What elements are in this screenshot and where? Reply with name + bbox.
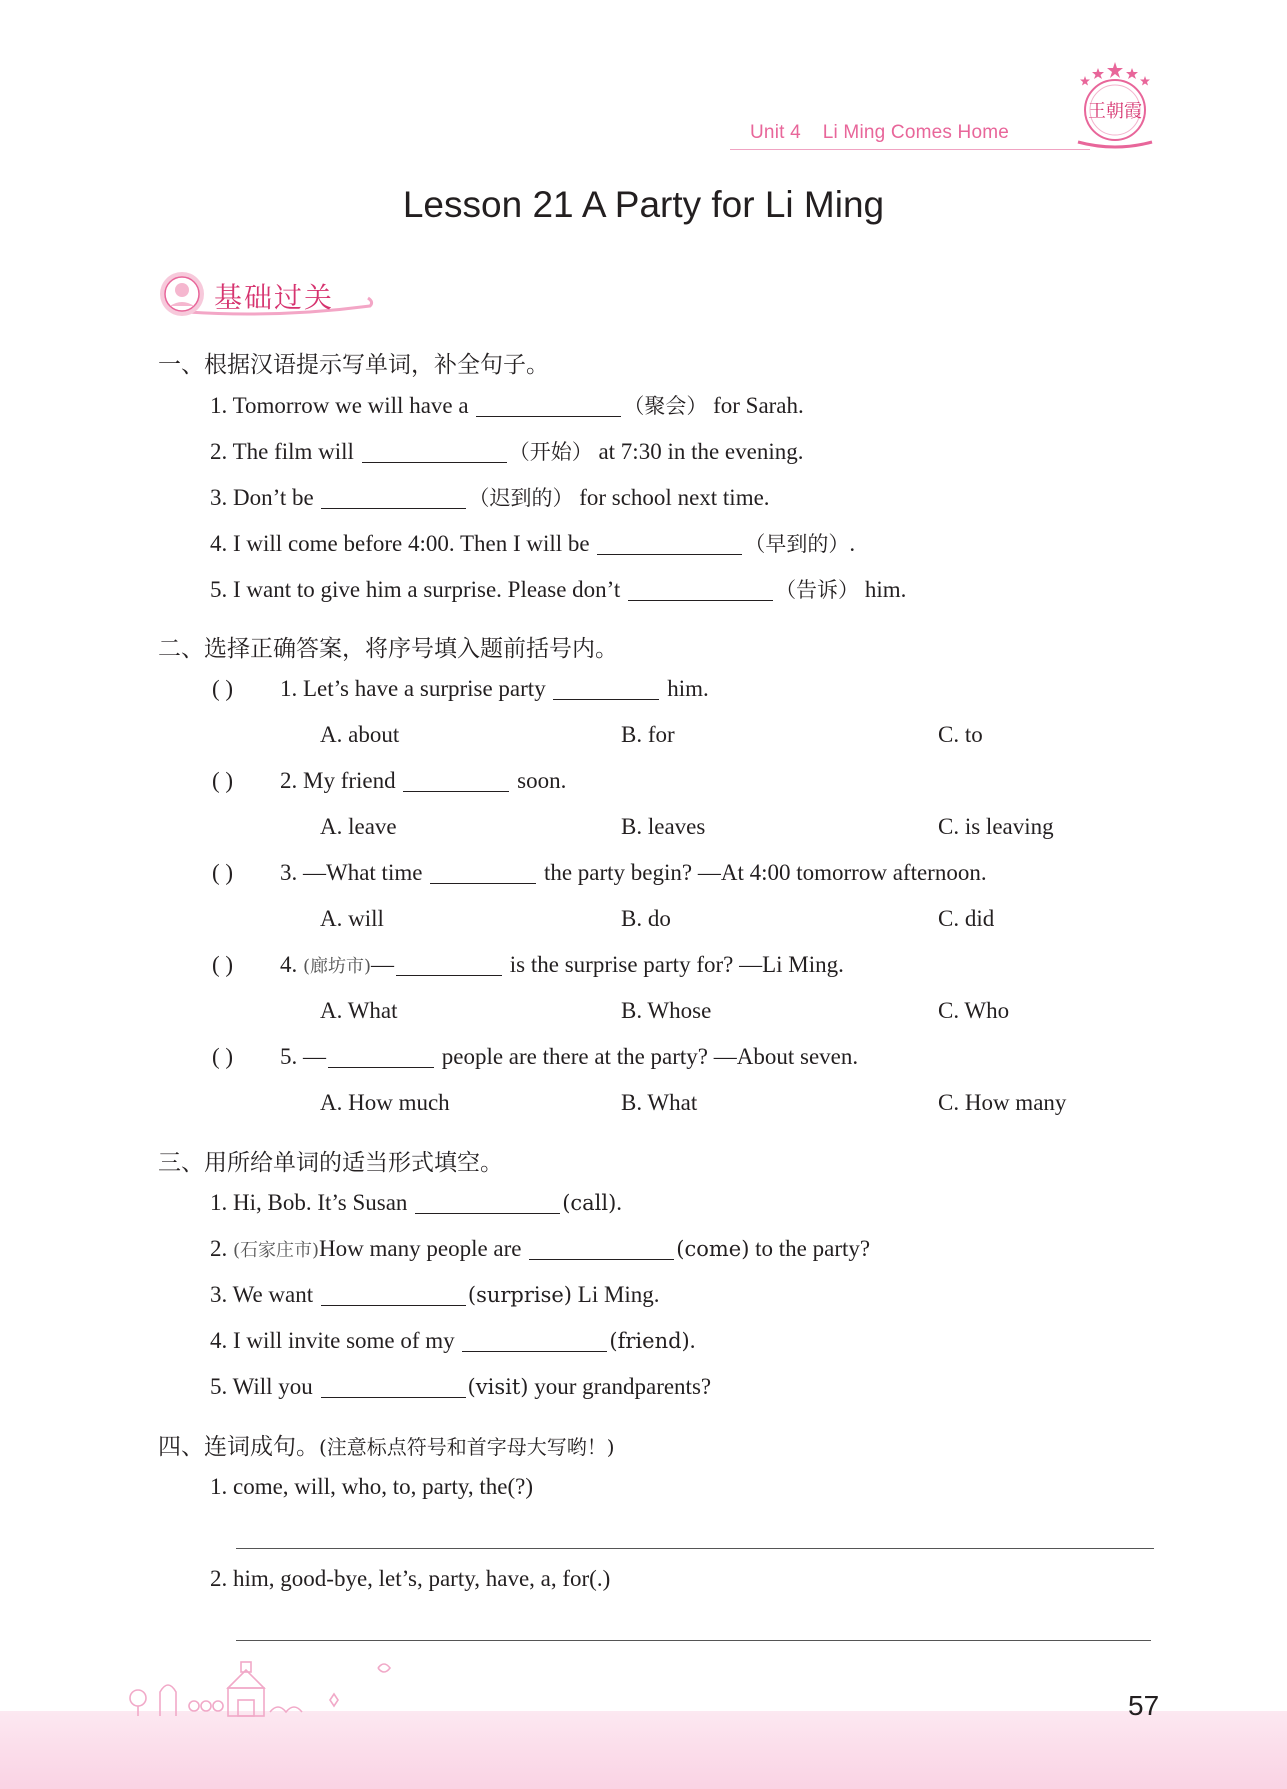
answer-blank[interactable]: [430, 882, 536, 884]
part2-question-1: [280, 676, 709, 702]
answer-blank[interactable]: [462, 1350, 607, 1352]
item-text: 1. Hi, Bob. It’s Susan: [210, 1190, 414, 1215]
option-b[interactable]: B. What: [621, 1090, 698, 1115]
item-text: 5. I want to give him a surprise. Please don’t: [210, 577, 627, 602]
dash: —: [303, 860, 326, 885]
option-a[interactable]: A. leave: [320, 814, 397, 839]
item-text: 3. We want: [210, 1282, 319, 1307]
answer-line[interactable]: [236, 1548, 1154, 1549]
hint: (come): [676, 1237, 750, 1261]
item-text: for school next time.: [573, 485, 770, 510]
option-a[interactable]: A. about: [320, 722, 400, 747]
item-text: your grandparents?: [528, 1374, 712, 1399]
item-text: Li Ming.: [572, 1282, 660, 1307]
option-b[interactable]: B. for: [621, 722, 675, 747]
question-text: soon.: [511, 768, 567, 793]
part1-item-2: [210, 436, 804, 466]
unit-label: [750, 122, 1009, 144]
hint: （开始）: [508, 440, 593, 464]
answer-parenthesis[interactable]: ( ): [212, 768, 234, 793]
part4-heading: [158, 1428, 615, 1461]
section-badge: [158, 268, 378, 320]
option-c[interactable]: C. did: [938, 906, 995, 931]
part4-item-1: 1. come, will, who, to, party, the(?): [210, 1474, 533, 1499]
part2-question-2: [280, 768, 566, 794]
question-number: 1.: [280, 676, 303, 701]
logo-text: 王朝霞: [1088, 101, 1142, 122]
option-b[interactable]: B. Whose: [621, 998, 712, 1023]
region-tag: (廊坊市): [303, 956, 372, 977]
question-text: him.: [661, 676, 709, 701]
part1-item-5: [210, 574, 906, 604]
part1-item-1: [210, 390, 804, 420]
option-c[interactable]: C. is leaving: [938, 814, 1054, 839]
option-a[interactable]: A. How much: [320, 1090, 450, 1115]
answer-blank[interactable]: [396, 974, 502, 976]
hint: （告诉）: [775, 578, 860, 602]
item-text: 2.: [210, 1236, 233, 1261]
answer-blank[interactable]: [628, 599, 773, 601]
item-text: 3. Don’t be: [210, 485, 320, 510]
hint: (call): [562, 1191, 617, 1215]
option-c[interactable]: C. Who: [938, 998, 1010, 1023]
hint: （迟到的）: [468, 486, 574, 510]
hint: (surprise): [467, 1283, 573, 1307]
hint: (friend): [609, 1329, 690, 1353]
part1-heading: 一、根据汉语提示写单词，补全句子。: [158, 352, 549, 378]
footer-decoration-icon: [120, 1648, 420, 1718]
question-number: 5.: [280, 1044, 303, 1069]
answer-blank[interactable]: [529, 1258, 674, 1260]
option-c[interactable]: C. How many: [938, 1090, 1067, 1115]
item-text: to the party?: [749, 1236, 871, 1261]
part2-question-4: [280, 952, 844, 978]
answer-parenthesis[interactable]: ( ): [212, 676, 234, 701]
part3-item-3: [210, 1282, 660, 1308]
answer-parenthesis[interactable]: ( ): [212, 860, 234, 885]
part2-question-3: [280, 860, 987, 886]
item-text: 1. Tomorrow we will have a: [210, 393, 475, 418]
part1-item-3: [210, 482, 770, 512]
unit-title: Li Ming Comes Home: [822, 122, 1010, 143]
item-text: 2. The film will: [210, 439, 360, 464]
part3-item-1: [210, 1190, 622, 1216]
part4-title: 四、连词成句。: [158, 1434, 319, 1460]
question-text: the party begin? —At 4:00 tomorrow afternoon.: [538, 860, 987, 885]
question-text: My friend: [303, 768, 402, 793]
answer-blank[interactable]: [415, 1212, 560, 1214]
question-number: 2.: [280, 768, 303, 793]
answer-blank[interactable]: [476, 415, 621, 417]
question-text: Let’s have a surprise party: [303, 676, 552, 701]
dash: —: [303, 1044, 326, 1069]
question-number: 4.: [280, 952, 303, 977]
answer-blank[interactable]: [597, 553, 742, 555]
question-text: is the surprise party for? —Li Ming.: [504, 952, 844, 977]
item-text: .: [616, 1190, 623, 1215]
item-text: 5. Will you: [210, 1374, 319, 1399]
answer-line[interactable]: [236, 1640, 1151, 1641]
answer-blank[interactable]: [362, 461, 507, 463]
region-tag: (石家庄市): [233, 1240, 320, 1261]
option-a[interactable]: A. What: [320, 998, 398, 1023]
part2-heading: 二、选择正确答案，将序号填入题前括号内。: [158, 636, 618, 662]
option-b[interactable]: B. do: [621, 906, 671, 931]
answer-blank[interactable]: [321, 1396, 466, 1398]
unit-number: Unit 4: [750, 122, 801, 143]
header-divider: [730, 149, 1090, 150]
part2-question-5: [280, 1044, 858, 1070]
publisher-logo-icon: [1072, 60, 1158, 152]
option-c[interactable]: C. to: [938, 722, 983, 747]
unit-header: [730, 122, 1090, 156]
part3-item-2: [210, 1236, 870, 1262]
question-text: people are there at the party? —About seven.: [436, 1044, 859, 1069]
hint: （聚会）: [623, 394, 708, 418]
option-a[interactable]: A. will: [320, 906, 384, 931]
answer-blank[interactable]: [328, 1066, 434, 1068]
part4-item-2: 2. him, good-bye, let’s, party, have, a, for(.): [210, 1566, 611, 1591]
part3-item-4: [210, 1328, 695, 1354]
part4-note: (注意标点符号和首字母大写哟！): [319, 1435, 615, 1459]
lesson-title: Lesson 21 A Party for Li Ming: [402, 184, 885, 225]
item-text: .: [849, 531, 856, 556]
answer-parenthesis[interactable]: ( ): [212, 952, 234, 977]
item-text: .: [689, 1328, 696, 1353]
answer-blank[interactable]: [321, 507, 466, 509]
answer-blank[interactable]: [553, 698, 659, 700]
item-text: at 7:30 in the evening.: [592, 439, 804, 464]
page-number: 57: [1128, 1690, 1160, 1721]
item-text: him.: [859, 577, 907, 602]
answer-parenthesis[interactable]: ( ): [212, 1044, 234, 1069]
answer-blank[interactable]: [321, 1304, 466, 1306]
item-text: for Sarah.: [707, 393, 804, 418]
badge-label: 基础过关: [214, 282, 335, 313]
part3-item-5: [210, 1374, 711, 1400]
part3-heading: 三、用所给单词的适当形式填空。: [158, 1150, 503, 1176]
question-number: 3.: [280, 860, 303, 885]
option-b[interactable]: B. leaves: [621, 814, 706, 839]
hint: （早到的）: [744, 532, 850, 556]
answer-blank[interactable]: [403, 790, 509, 792]
hint: (visit): [467, 1375, 529, 1399]
footer-band: [0, 1711, 1287, 1789]
question-text: What time: [326, 860, 429, 885]
item-text: 4. I will invite some of my: [210, 1328, 461, 1353]
item-text: 4. I will come before 4:00. Then I will be: [210, 531, 596, 556]
item-text: How many people are: [319, 1236, 528, 1261]
dash: —: [371, 952, 395, 977]
part1-item-4: [210, 528, 855, 558]
